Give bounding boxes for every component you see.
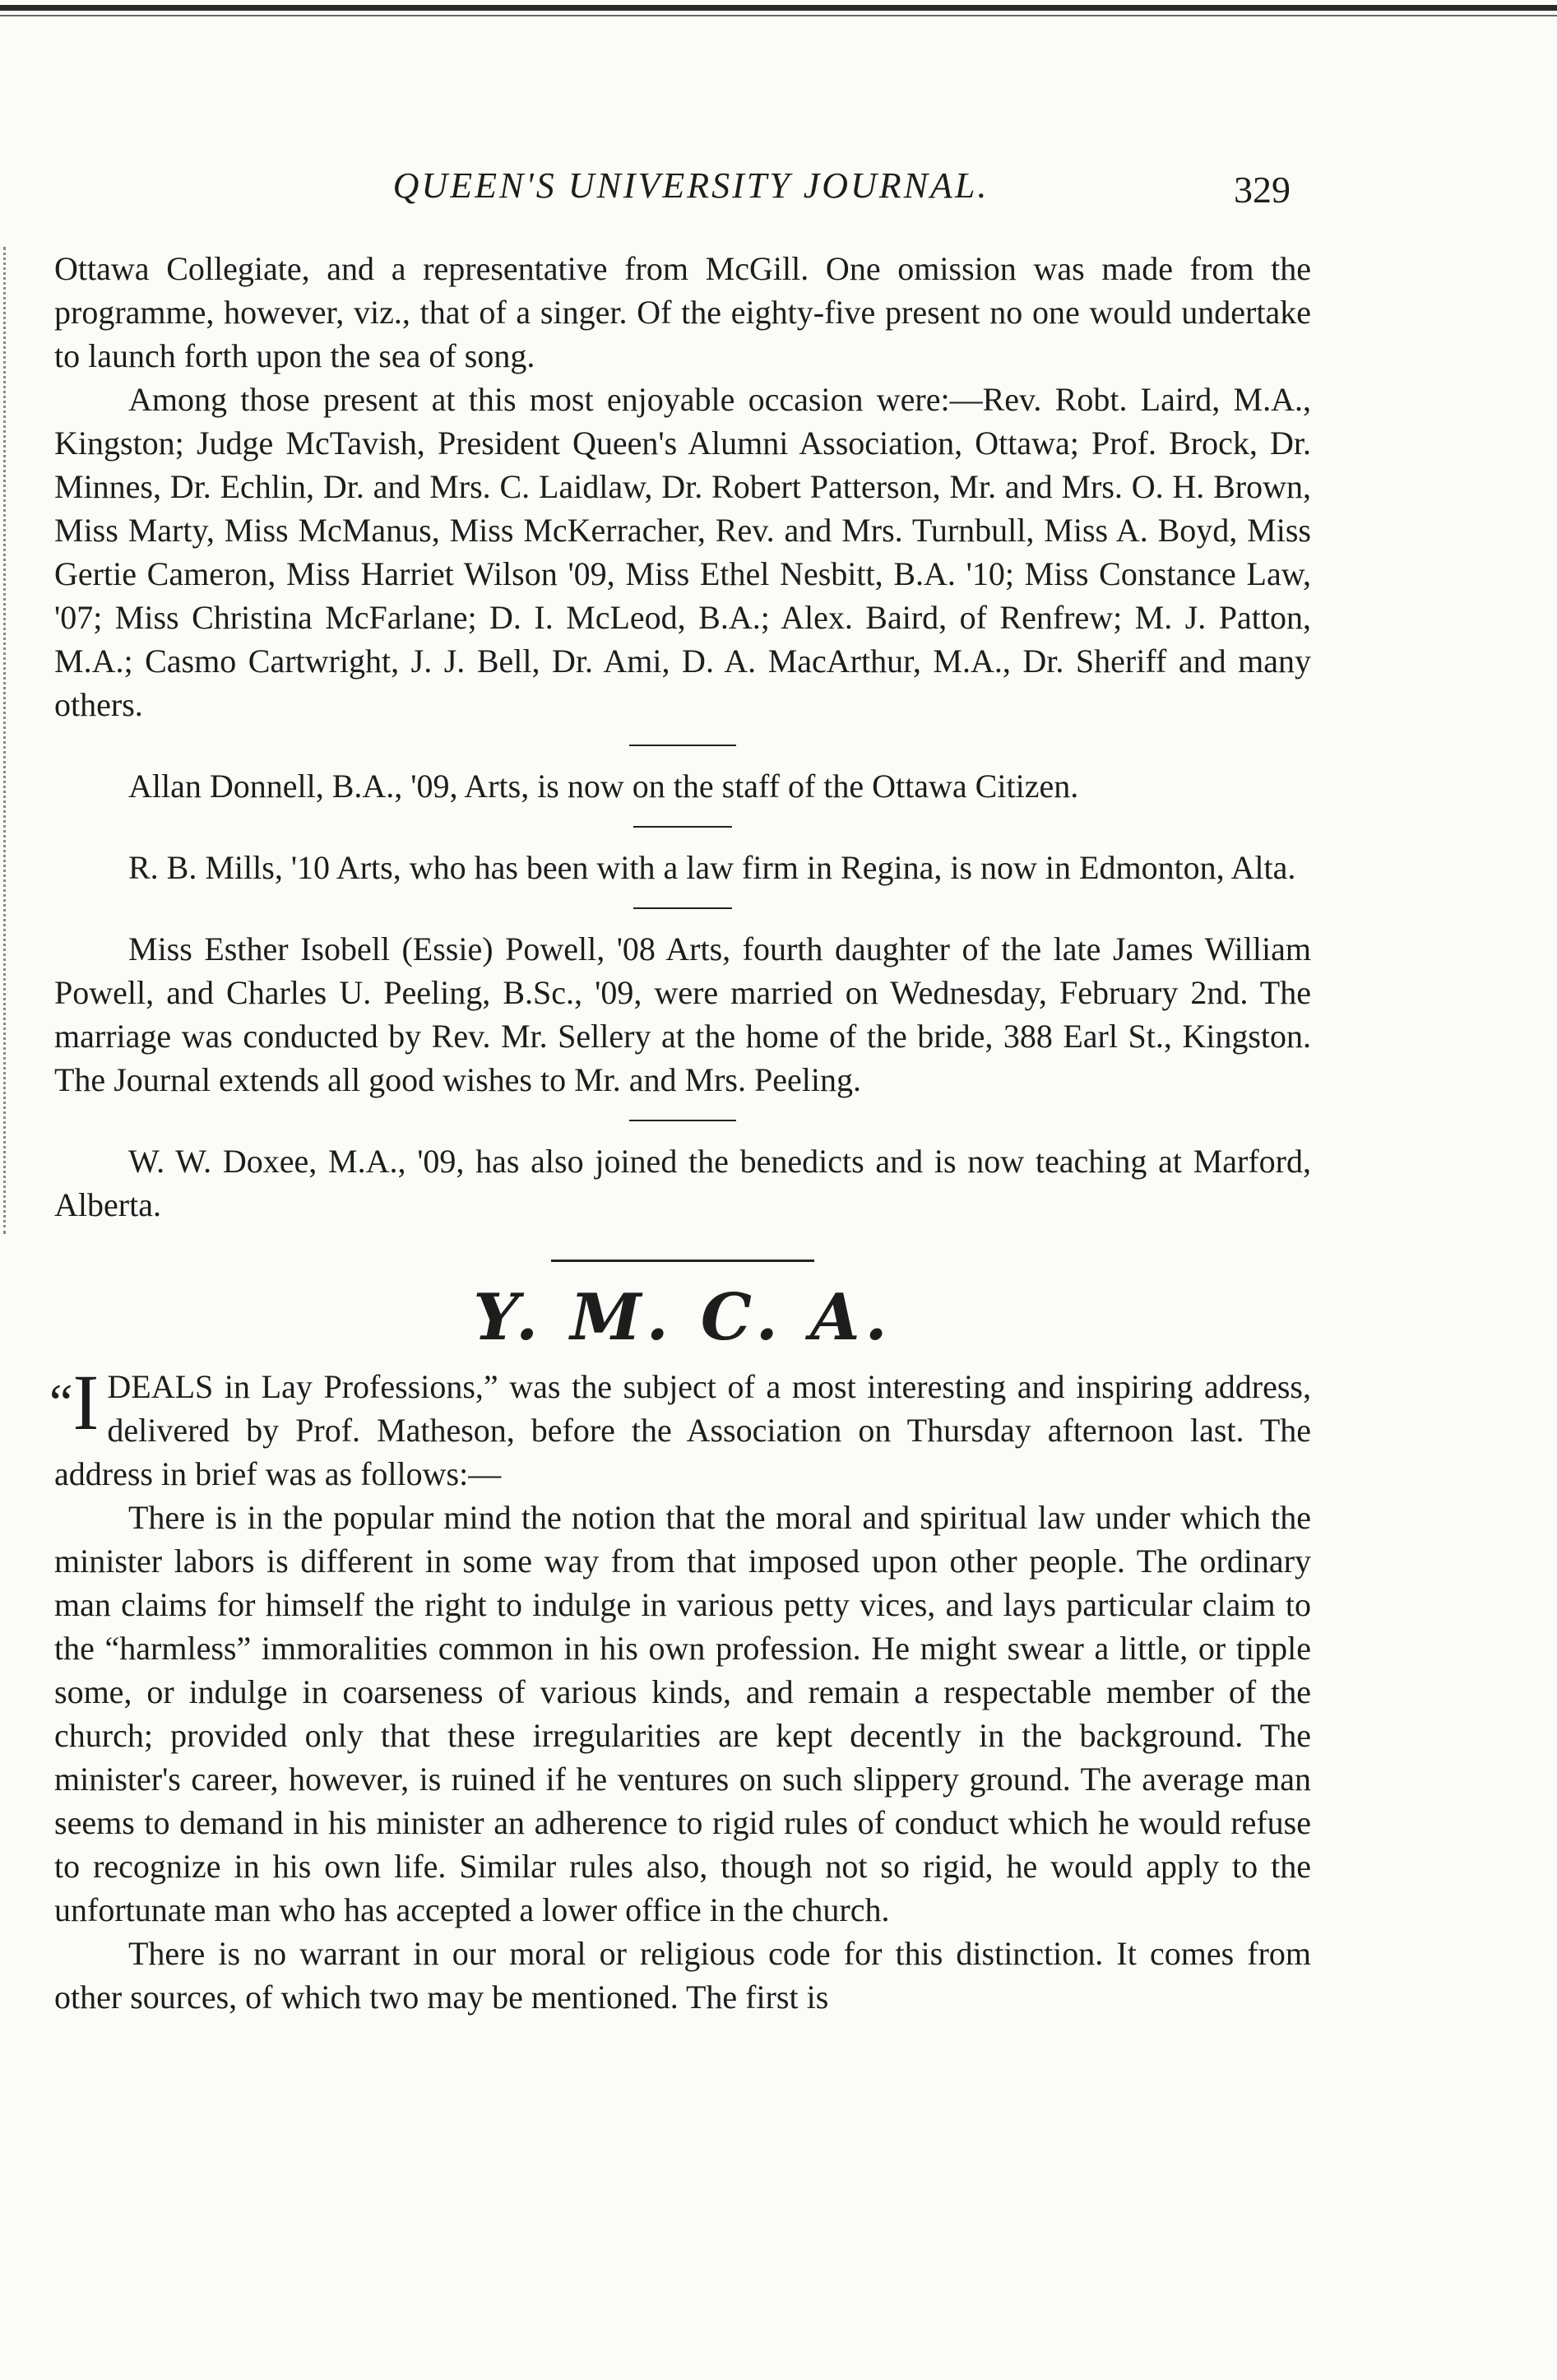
top-border-rule	[0, 5, 1557, 11]
drop-cap-letter: I	[72, 1358, 100, 1446]
drop-cap-quote: “	[49, 1373, 73, 1431]
paragraph-ottawa-collegiate: Ottawa Collegiate, and a representative from McGill. One omission was made from the programme, however, viz., that of a singer. Of the eighty-five present no one would undertake to launch forth upon the sea of song.	[54, 250, 1311, 374]
paragraph-attendees: Among those present at this most enjoyable occasion were:—Rev. Robt. Laird, M.A., Kingston; Judge McTavish, President Queen's Alumni Association, Ottawa; Prof. Brock, Dr. Minnes, Dr. Echlin, Dr. and Mrs. C. Laidlaw, Dr. Robert Patterson, Mr. and Mrs. O. H. Brown, Miss Marty, Miss McManus, Miss McKerracher, Rev. and Mrs. Turnbull, Miss A. Boyd, Miss Gertie Cameron, Miss Harriet Wilson '09, Miss Ethel Nesbitt, B.A. '10; Miss Constance Law, '07; Miss Christina McFarlane; D. I. McLeod, B.A.; Alex. Baird, of Renfrew; M. J. Patton, M.A.; Casmo Cartwright, J. J. Bell, Dr. Ami, D. A. MacArthur, M.A., Dr. Sheriff and many others.	[54, 381, 1311, 723]
note-ww-doxee: W. W. Doxee, M.A., '09, has also joined the benedicts and is now teaching at Marford, Alberta.	[54, 1143, 1311, 1223]
article-column	[49, 247, 1311, 2019]
separator-rule	[633, 826, 732, 828]
separator-rule	[629, 1120, 736, 1121]
ymca-intro-text: DEALS in Lay Professions,” was the subject of a most interesting and inspiring address, delivered by Prof. Matheson, before the Association on Thursday afternoon last. The address in brief was as follows:—	[54, 1368, 1311, 1492]
page-edge-marks	[3, 247, 8, 1234]
ymca-paragraph-no-warrant: There is no warrant in our moral or religious code for this distinction. It comes from other sources, of which two may be mentioned. The first is	[54, 1935, 1311, 2016]
running-head	[0, 165, 1557, 222]
drop-cap	[49, 1358, 100, 1446]
top-border-thin-rule	[0, 15, 1557, 16]
note-powell-peeling-wedding: Miss Esther Isobell (Essie) Powell, '08 Arts, fourth daughter of the late James William Powell, and Charles U. Peeling, B.Sc., '09, were married on Wednesday, February 2nd. The marriage was conducted by Rev. Mr. Sellery at the home of the bride, 388 Earl St., Kingston. The Journal extends all good wishes to Mr. and Mrs. Peeling.	[54, 930, 1311, 1098]
separator-rule	[633, 907, 732, 909]
section-title-ymca: Y. M. C. A.	[473, 1280, 892, 1355]
note-allan-donnell: Allan Donnell, B.A., '09, Arts, is now on the staff of the Ottawa Citizen.	[128, 768, 1079, 805]
page-number: 329	[1234, 169, 1291, 211]
separator-rule	[629, 745, 736, 746]
section-separator-rule	[551, 1260, 814, 1262]
ymca-paragraph-moral-law: There is in the popular mind the notion that the moral and spiritual law under which the minister labors is different in some way from that imposed upon other people. The ordinary man claims for himself the right to indulge in various petty vices, and lays particular claim to the “harmless” immoralities common in his own profession. He might swear a little, or tipple some, or indulge in coarseness of various kinds, and remain a respectable member of the church; provided only that these irregularities are kept decently in the background. The minister's career, however, is ruined if he ventures on such slippery ground. The average man seems to demand in his minister an adherence to rigid rules of conduct which he would refuse to recognize in his own life. Similar rules also, though not so rigid, he would apply to the unfortunate man who has accepted a lower office in the church.	[54, 1499, 1311, 1928]
journal-title: QUEEN'S UNIVERSITY JOURNAL.	[392, 165, 989, 206]
note-rb-mills: R. B. Mills, '10 Arts, who has been with a law firm in Regina, is now in Edmonton, Alta.	[128, 849, 1296, 886]
ymca-intro-paragraph	[49, 1358, 1311, 1496]
